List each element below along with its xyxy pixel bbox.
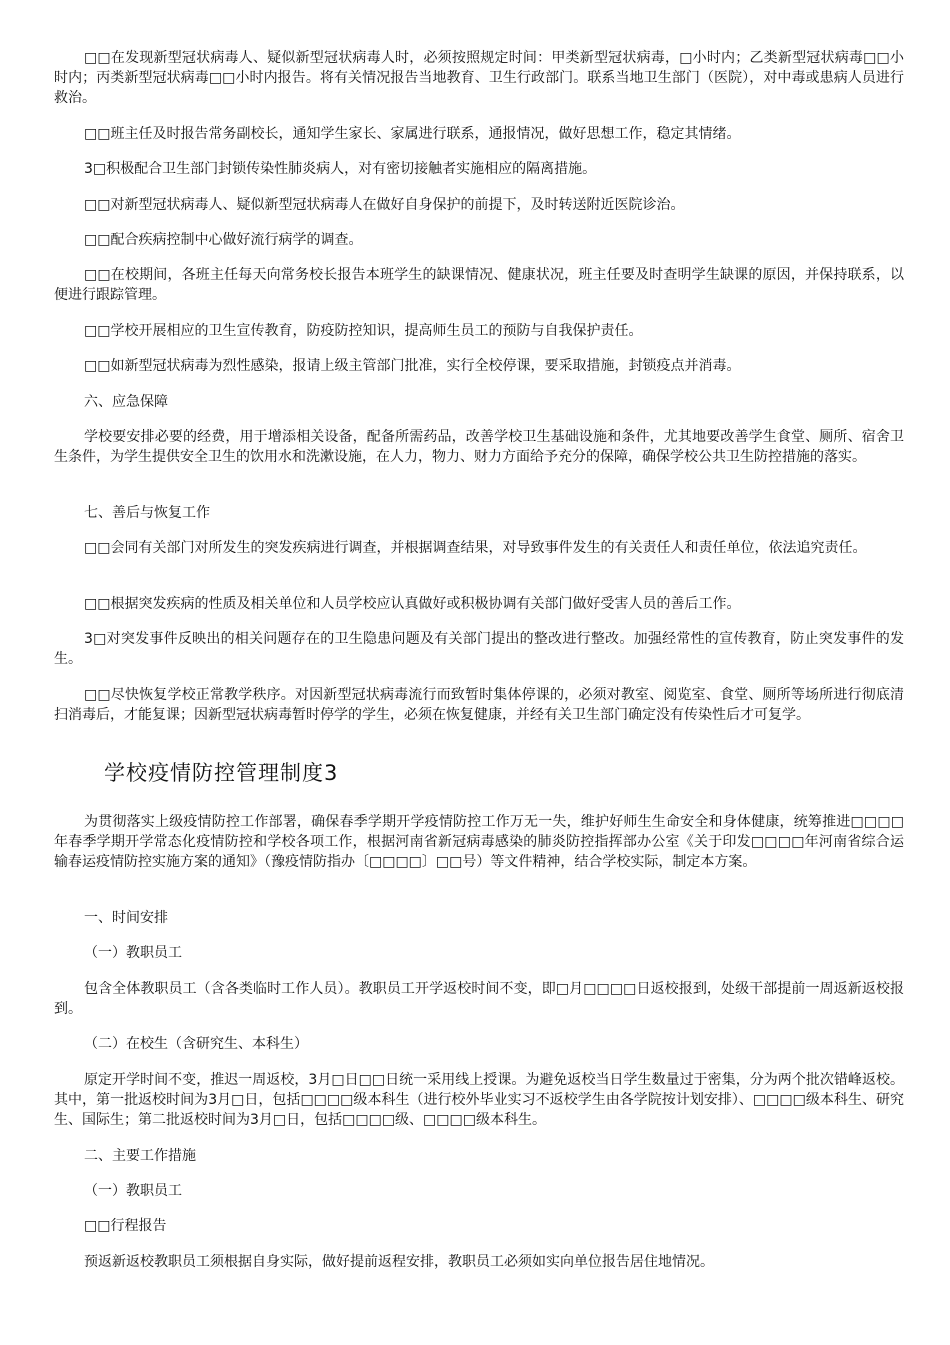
section-title-emergency-support: 六、应急保障: [84, 394, 168, 410]
paragraph-epidemiology: □□配合疾病控制中心做好流行病学的调查。: [84, 232, 363, 248]
paragraph-rectification: 3□对突发事件反映出的相关问题存在的卫生隐患问题及有关部门提出的整改进行整改。加强经常性的宣传教育，防止突发事件的发生。: [54, 631, 904, 667]
paragraph-head-teacher-report: □□班主任及时报告常务副校长，通知学生家长、家属进行联系，通报情况，做好思想工作，稳定其情绪。: [84, 126, 741, 142]
paragraph-report-timing: □□在发现新型冠状病毒人、疑似新型冠状病毒人时，必须按照规定时间：甲类新型冠状病毒，□小时内；乙类新型冠状病毒□□小时内；丙类新型冠状病毒□□小时内报告。将有关情况报告当地教育、卫生行政部门。联系当地卫生部门（医院），对中毒或患病人员进行救治。: [54, 50, 904, 106]
paragraph-staff-return: 包含全体教职员工（含各类临时工作人员）。教职员工开学返校时间不变，即□月□□□□日返校报到，处级干部提前一周返新返校报到。: [54, 981, 904, 1017]
paragraph-cooperate-isolation: 3□积极配合卫生部门封锁传染性肺炎病人，对有密切接触者实施相应的隔离措施。: [84, 161, 597, 177]
section-title-aftermath: 七、善后与恢复工作: [84, 505, 210, 521]
paragraph-health-education: □□学校开展相应的卫生宣传教育，防疫防控知识，提高师生员工的预防与自我保护责任。: [84, 323, 643, 339]
paragraph-investigation: □□会同有关部门对所发生的突发疾病进行调查，并根据调查结果，对导致事件发生的有关责任人和责任单位，依法追究责任。: [84, 540, 867, 556]
section-title-schedule: 一、时间安排: [84, 910, 168, 926]
item-title-travel-report: □□行程报告: [84, 1218, 167, 1234]
subsection-title-students: （二）在校生（含研究生、本科生）: [84, 1036, 308, 1052]
paragraph-absence-tracking: □□在校期间，各班主任每天向常务校长报告本班学生的缺课情况、健康状况，班主任要及时查明学生缺课的原因，并保持联系，以便进行跟踪管理。: [54, 267, 904, 303]
paragraph-resume-teaching: □□尽快恢复学校正常教学秩序。对因新型冠状病毒流行而致暂时集体停课的，必须对教室、阅览室、食堂、厕所等场所进行彻底清扫消毒后，才能复课；因新型冠状病毒暂时停学的学生，必须在恢复健康，并经有关卫生部门确定没有传染性后才可复学。: [54, 687, 904, 723]
paragraph-funding: 学校要安排必要的经费，用于增添相关设备，配备所需药品，改善学校卫生基础设施和条件，尤其地要改善学生食堂、厕所、宿舍卫生条件，为学生提供安全卫生的饮用水和洗漱设施，在人力，物力、财力方面给予充分的保障，确保学校公共卫生防控措施的落实。: [54, 429, 904, 465]
document-title: 学校疫情防控管理制度3: [104, 761, 339, 785]
paragraph-transfer-hospital: □□对新型冠状病毒人、疑似新型冠状病毒人在做好自身保护的前提下，及时转送附近医院诊治。: [84, 197, 685, 213]
subsection-title-staff: （一）教职员工: [84, 945, 182, 961]
section-title-measures: 二、主要工作措施: [84, 1148, 196, 1164]
paragraph-student-return: 原定开学时间不变，推迟一周返校，3月□日□□日统一采用线上授课。为避免返校当日学生数量过于密集，分为两个批次错峰返校。其中，第一批返校时间为3月□日，包括□□□□级本科生（进行校外毕业实习不返校学生由各学院按计划安排）、□□□□级本科生、研究生、国际生；第二批返校时间为3月□日，包括□□□□级、□□□□级本科生。: [54, 1072, 904, 1128]
paragraph-aftercare: □□根据突发疾病的性质及相关单位和人员学校应认真做好或积极协调有关部门做好受害人员的善后工作。: [84, 596, 741, 612]
subsection-title-staff-measures: （一）教职员工: [84, 1183, 182, 1199]
paragraph-travel-report: 预返新返校教职员工须根据自身实际，做好提前返程安排，教职员工必须如实向单位报告居住地情况。: [84, 1254, 714, 1270]
paragraph-intro: 为贯彻落实上级疫情防控工作部署，确保春季学期开学疫情防控工作万无一失，维护好师生生命安全和身体健康，统筹推进□□□□年春季学期开学常态化疫情防控和学校各项工作，根据河南省新冠病毒感染的肺炎防控指挥部办公室《关于印发□□□□年河南省综合运输春运疫情防控实施方案的通知》（豫疫情防指办〔□□□□〕□□号）等文件精神，结合学校实际，制定本方案。: [54, 814, 904, 870]
paragraph-school-closure: □□如新型冠状病毒为烈性感染，报请上级主管部门批准，实行全校停课，要采取措施，封锁疫点并消毒。: [84, 358, 741, 374]
